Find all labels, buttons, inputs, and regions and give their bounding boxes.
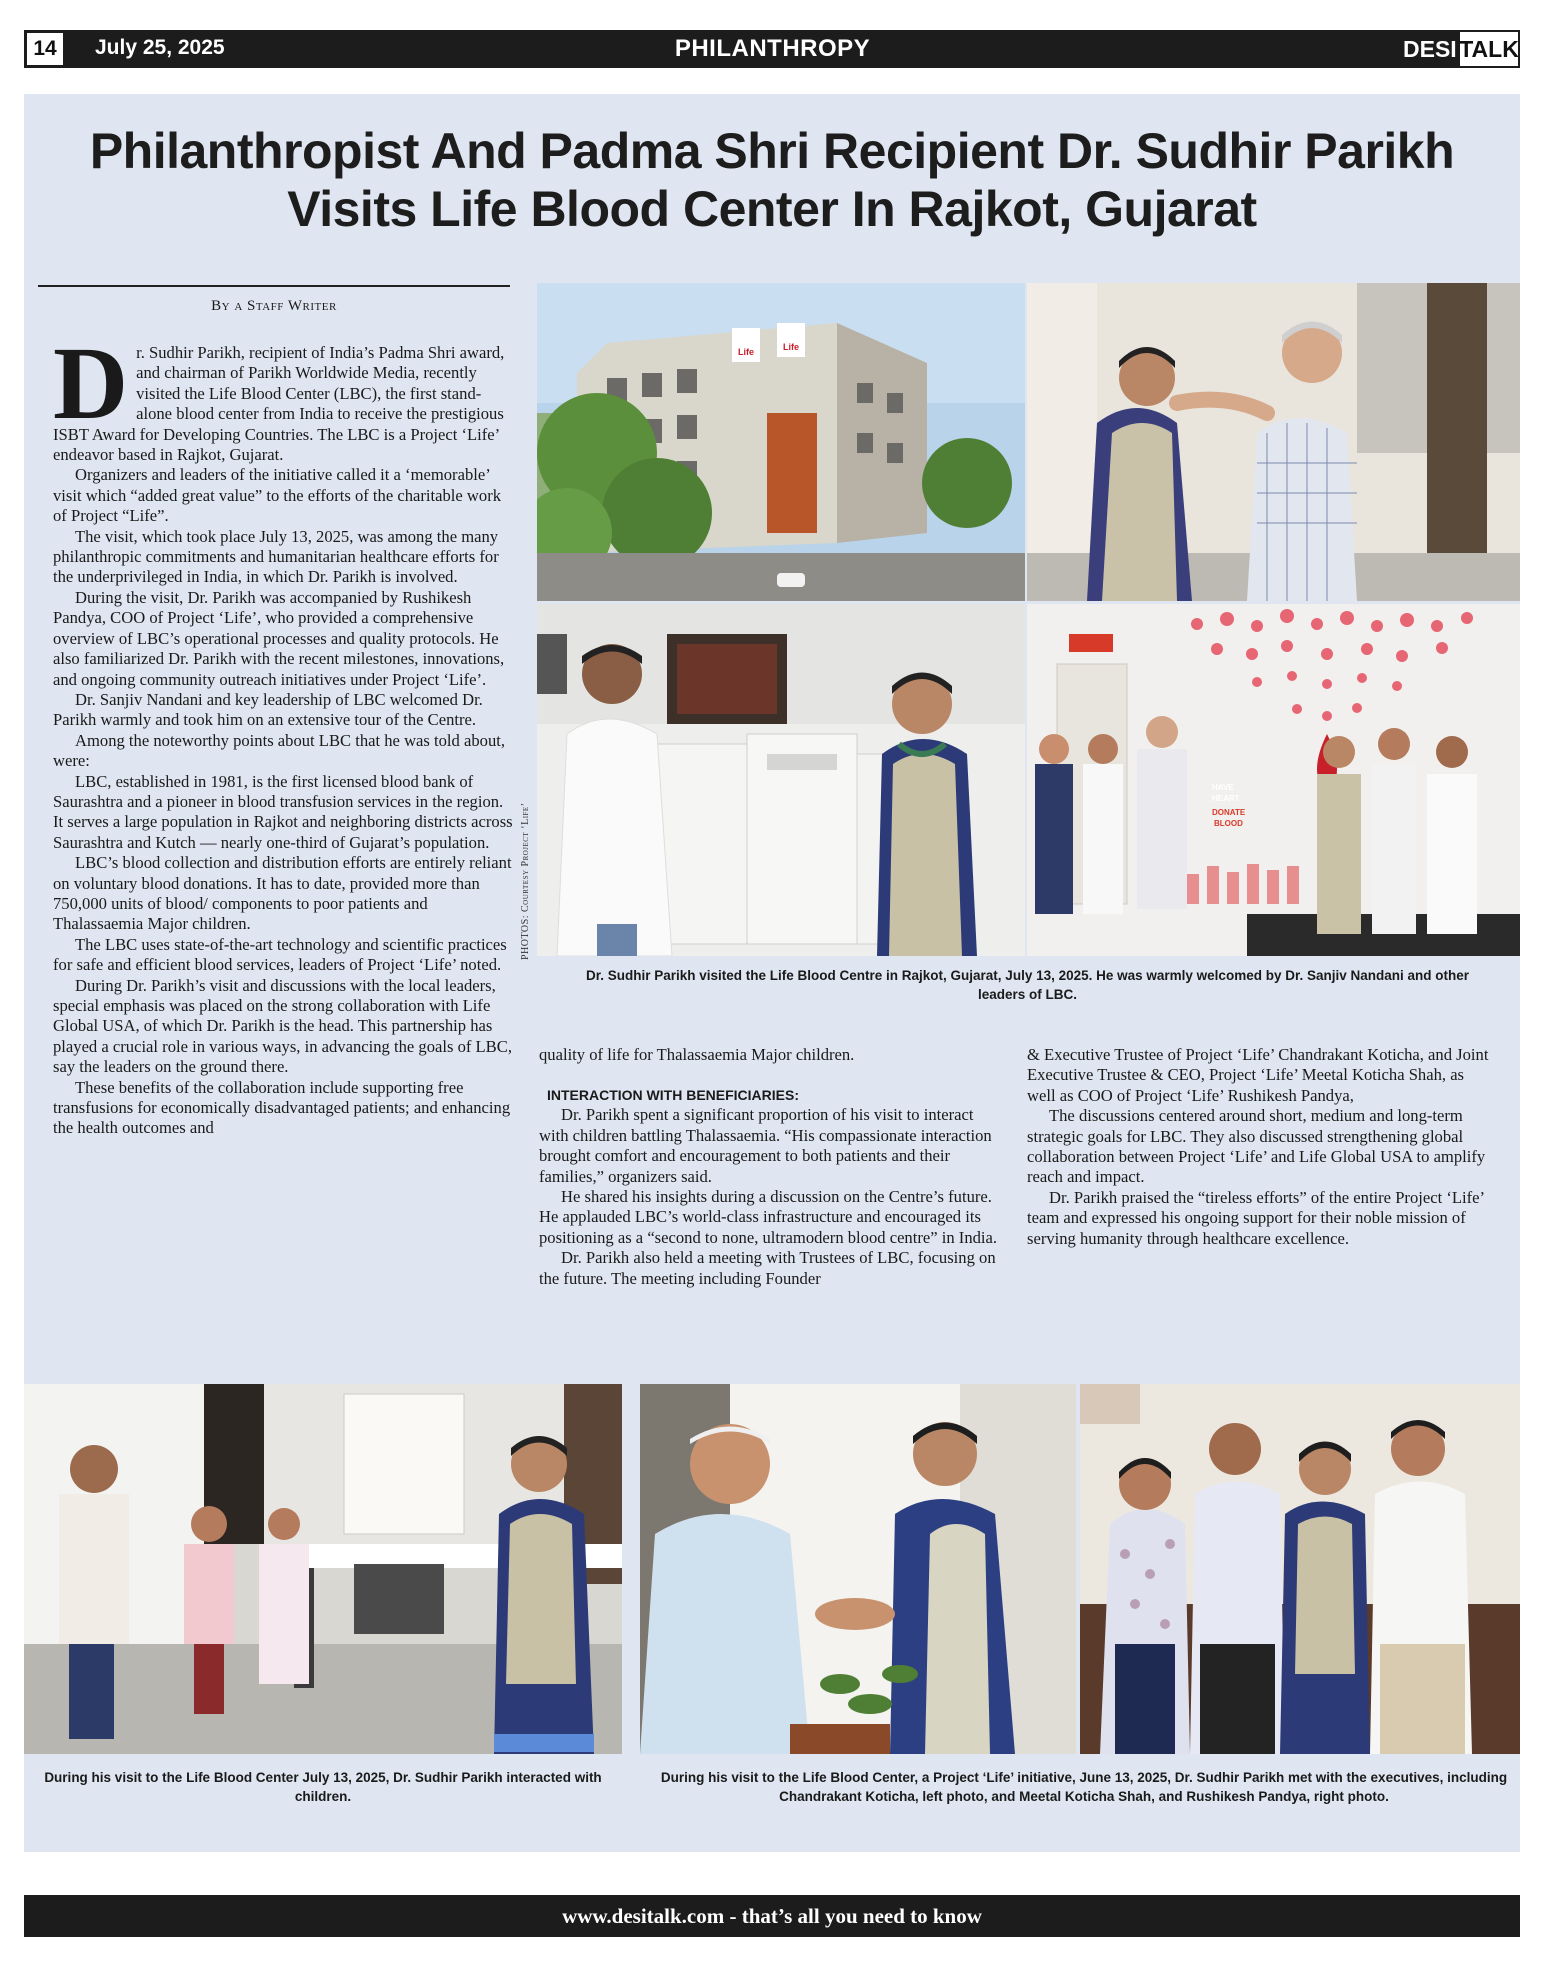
wall-text-donate: DONATE [1212, 808, 1246, 817]
photo-children [24, 1384, 622, 1754]
wall-text-blood: BLOOD [1214, 819, 1243, 828]
paragraph: During the visit, Dr. Parikh was accompanied by Rushikesh Pandya, COO of Project ‘Life’, who provided a comprehensive overview of LBC’s operational processes and quality protocols. He also familiarized Dr. Parikh with the recent milestones, innovations, and ongoing community outreach initiatives under Project ‘Life’. [53, 587, 505, 689]
paragraph: He shared his insights during a discussion on the Centre’s future. He applauded LBC’s world-class infrastructure and encouraged its positioning as a “second to none, ultramodern blood centre” in India. [539, 1187, 998, 1247]
caption-top: Dr. Sudhir Parikh visited the Life Blood Centre in Rajkot, Gujarat, July 13, 2025. He was warmly welcomed by Dr. Sanjiv Nandani and other leaders of LBC. [585, 968, 1469, 1002]
paragraph: These benefits of the collaboration include supporting free transfusions for economically disadvantaged patients; and enhancing the health outcomes and [53, 1077, 511, 1138]
headline-line-1: Philanthropist And Padma Shri Recipient Dr. Sudhir Parikh [89, 123, 1455, 179]
photo-handshake-koticha [640, 1384, 1076, 1754]
paragraph: Dr. Sanjiv Nandani and key leadership of LBC welcomed Dr. Parikh warmly and took him on an extensive tour of the Centre. [53, 689, 483, 730]
footer-slogan[interactable]: www.desitalk.com - that’s all you need to know [562, 1903, 982, 1928]
article-column-3 [1027, 1045, 1495, 1249]
paragraph: The visit, which took place July 13, 2025, was among the many philanthropic commitments and humanitarian healthcare efforts for the underprivileged in India, in which Dr. Parikh is involved. [53, 526, 499, 587]
paragraph: quality of life for Thalassaemia Major children. [539, 1045, 855, 1064]
photo-lab-tour [537, 604, 1025, 956]
paragraph: Dr. Parikh spent a significant proportion of his visit to interact with children battling Thalassaemia. “His compassionate interaction brought comfort and encouragement to both patients and their families,” organizers said. [539, 1105, 992, 1186]
paragraph: LBC’s blood collection and distribution efforts are entirely reliant on voluntary blood donations. It has to date, provided more than 750,000 units of blood/ components to poor patients and Thalassaemia Major children. [53, 853, 512, 934]
paragraph: During Dr. Parikh’s visit and discussions with the local leaders, special emphasis was placed on the strong collaboration with Life Global USA, of which Dr. Parikh is the head. This partnership has played a crucial role in various ways, in advancing the goals of LBC, say the leaders on the ground there. [53, 975, 512, 1077]
paragraph: The discussions centered around short, medium and long-term strategic goals for LBC. They also discussed strengthening global collaboration between Project ‘Life’ and Life Global USA to amplify reach and impact. [1027, 1106, 1486, 1187]
logo-desi: DESI [1403, 35, 1457, 62]
caption-bottom-right: During his visit to the Life Blood Center, a Project ‘Life’ initiative, June 13, 2025, Dr. Sudhir Parikh met with the executives, including Chandrakant Koticha, left photo, and Meetal Koticha Shah, and Rushikesh Pandya, right photo. [660, 1770, 1508, 1804]
building-sign-right: Life [782, 342, 800, 352]
wall-text-have: HAVE [1212, 783, 1234, 792]
paragraph: & Executive Trustee of Project ‘Life’ Chandrakant Koticha, and Joint Executive Trustee & CEO, Project ‘Life’ Meetal Koticha Shah, as well as COO of Project ‘Life’ Rushikesh Pandya, [1027, 1045, 1489, 1105]
paragraph: Dr. Parikh also held a meeting with Trustees of LBC, focusing on the future. The meeting including Founder [539, 1248, 996, 1288]
drop-cap: D [53, 326, 129, 441]
page-number: 14 [27, 33, 63, 65]
paragraph: Organizers and leaders of the initiative called it a ‘memorable’ visit which “added great value” to the efforts of the charitable work of Project “Life”. [53, 465, 502, 526]
subhead: INTERACTION WITH BENEFICIARIES: [547, 1087, 799, 1104]
photo-group-donate-wall [1027, 604, 1520, 956]
section-title: PHILANTHROPY [674, 35, 871, 62]
article-headline [24, 122, 1520, 238]
paragraph: Among the noteworthy points about LBC that he was told about, were: [53, 730, 506, 771]
paragraph: Dr. Parikh praised the “tireless efforts” of the entire Project ‘Life’ team and expressed his ongoing support for their noble mission of serving humanity through healthcare excellence. [1027, 1187, 1484, 1248]
paragraph [53, 326, 513, 465]
paragraph: LBC, established in 1981, is the first licensed blood bank of Saurashtra and a pioneer in blood transfusion services in the region. It serves a large population in Rajkot and neighboring districts across Saurashtra and Kutch — nearly one-third of Gujarat’s population. [53, 771, 513, 852]
paragraph: The LBC uses state-of-the-art technology and scientific practices for safe and efficient blood services, leaders of Project ‘Life’ noted. [53, 934, 507, 975]
logo-talk: TALK [1460, 32, 1518, 66]
photo-building [537, 283, 1025, 601]
caption-bottom-left: During his visit to the Life Blood Center July 13, 2025, Dr. Sudhir Parikh interacted with children. [44, 1770, 602, 1804]
article-column-2 [539, 1045, 1007, 1289]
building-sign-left: Life [737, 347, 755, 357]
issue-date: July 25, 2025 [95, 36, 225, 59]
article-column-1 [53, 326, 513, 1139]
photo-welcome-garland [1027, 283, 1520, 601]
photo-executives-group [1080, 1384, 1520, 1754]
headline-line-2: Visits Life Blood Center In Rajkot, Gujarat [287, 181, 1257, 237]
wall-text-heart: HEART [1212, 794, 1240, 803]
paragraph-text: r. Sudhir Parikh, recipient of India’s Padma Shri award, and chairman of Parikh Worldwide Media, recently visited the Life Blood Center (LBC), the first stand-alone blood center from India to receive the prestigious ISBT Award for Developing Countries. The LBC is a Project ‘Life’ endeavor based in Rajkot, Gujarat. [53, 343, 505, 465]
byline: By a Staff Writer [211, 298, 337, 314]
photo-credit: PHOTOS: Courtesy Project ‘Life’ [520, 802, 531, 960]
byline-rule [38, 285, 510, 287]
footer-bar [24, 1895, 1520, 1937]
